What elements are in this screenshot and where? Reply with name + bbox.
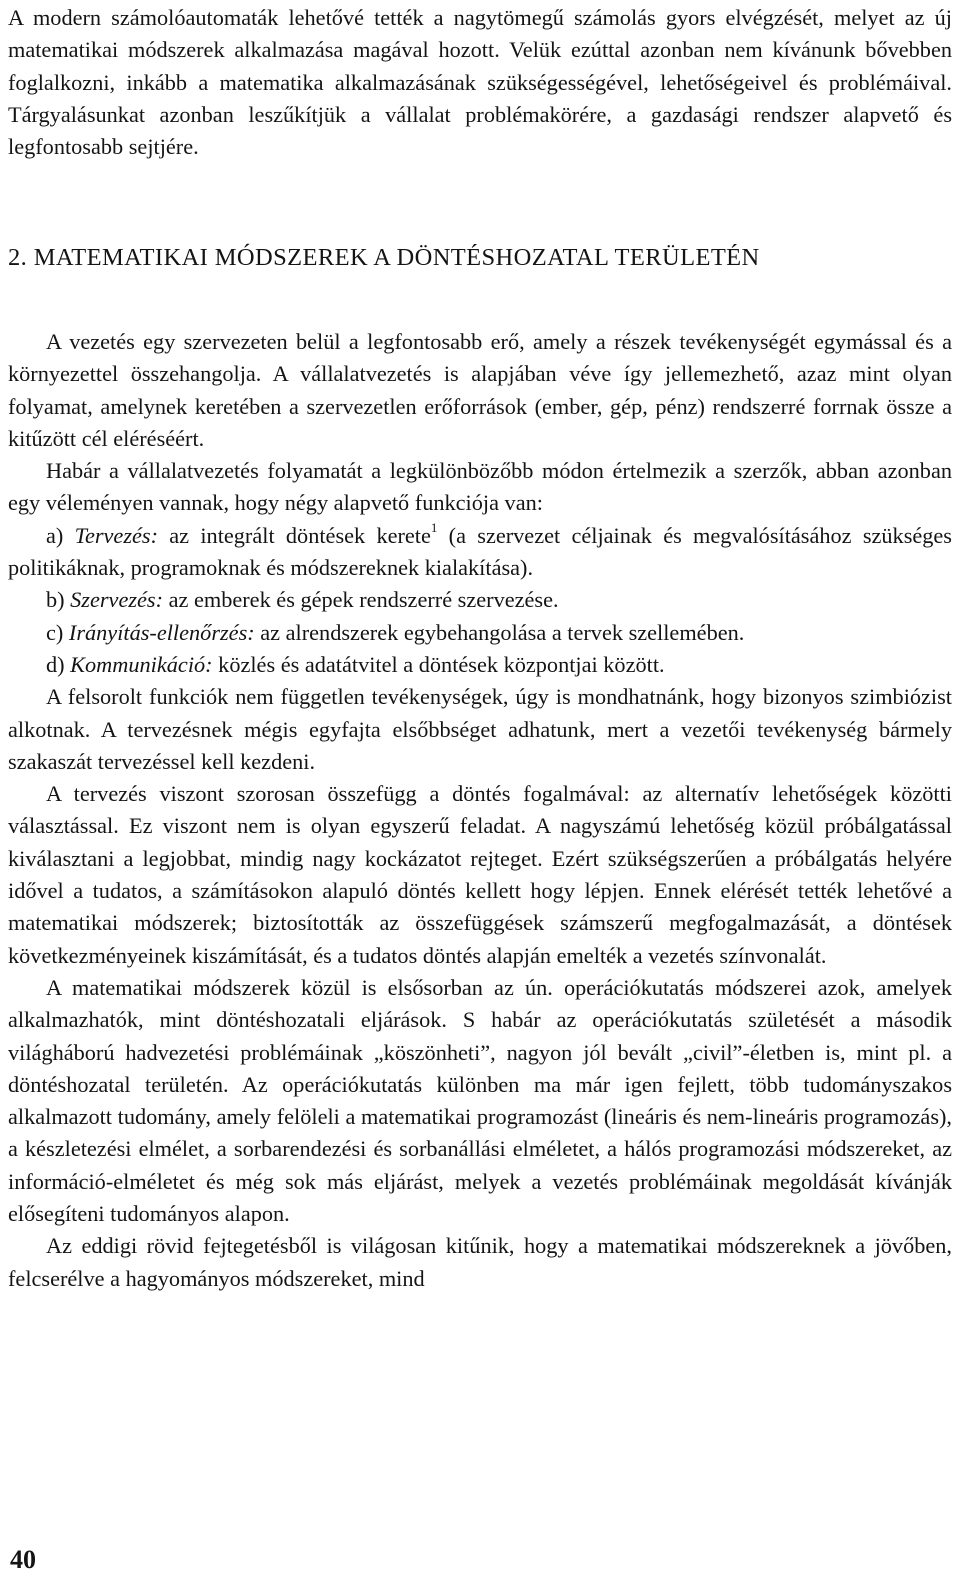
item-marker: c)	[46, 619, 64, 645]
item-text: az alrendszerek egybehangolása a tervek szellemében.	[254, 619, 745, 645]
paragraph-symbiosis: A felsorolt funkciók nem független tevékenységek, úgy is mondhatnánk, hogy bizonyos szimbiózist alkotnak. A tervezésnek mégis egyfajta elsőbbséget adhatunk, mert a vezetői tevékenység bármely szakaszát tervezéssel kell kezdeni.	[8, 684, 952, 774]
item-term: Kommunikáció:	[70, 651, 213, 677]
item-text-continued: (a szervezet céljainak és megvalósításához szükséges politikáknak, programoknak és módszereknek kialakítása).	[8, 522, 952, 581]
function-item-planning	[8, 520, 952, 585]
intro-paragraph: A modern számolóautomaták lehetővé tették a nagytömegű számolás gyors elvégzését, melyet az új matematikai módszerek alkalmazása magával hozott. Velük ezúttal azonban nem kívánunk bővebben foglalkozni, inkább a matematika alkalmazásának szükségességével, lehetőségeivel és problémáival. Tárgyalásunkat azonban leszűkítjük a vállalat problémakörére, a gazdasági rendszer alapvető és legfontosabb sejtjére.	[8, 5, 952, 160]
item-term: Szervezés:	[70, 587, 164, 613]
item-marker: b)	[46, 587, 65, 613]
function-item-control	[8, 617, 952, 649]
function-item-communication	[8, 649, 952, 681]
section-body	[8, 326, 952, 1295]
footnote-marker: 1	[430, 520, 438, 536]
section-heading: 2. MATEMATIKAI MÓDSZEREK A DÖNTÉSHOZATAL TERÜLETÉN	[8, 244, 760, 271]
item-marker: a)	[46, 522, 64, 548]
function-list	[8, 520, 952, 681]
item-text: közlés és adatátvitel a döntések központjai között.	[212, 651, 665, 677]
item-text: az emberek és gépek rendszerré szervezése.	[163, 587, 559, 613]
paragraph-decision: A tervezés viszont szorosan összefügg a döntés fogalmával: az alternatív lehetőségek közötti választással. Ez viszont nem is olyan egyszerű feladat. A nagyszámú lehetőség közül próbálgatással kiválasztani a legjobbat, mindig nagy kockázatot rejteget. Ezért szükségszerűen a próbálgatás helyére idővel a tudatos, a számításokon alapuló döntés kellett hogy lépjen. Ennek elérését tették lehetővé a matematikai módszerek; biztosították az összefüggések számszerű megfogalmazását, a döntések következményeinek kiszámítását, és a tudatos döntés alapján emelték a vezetés színvonalát.	[8, 781, 952, 968]
paragraph-leadership: A vezetés egy szervezeten belül a legfontosabb erő, amely a részek tevékenységét egymással és a környezettel összehangolja. A vállalatvezetés is alapjában véve így jellemezhető, azaz mint olyan folyamat, amelynek keretében a szervezetlen erőforrások (ember, gép, pénz) rendszerré forrnak össze a kitűzött cél eléréséért.	[8, 329, 952, 451]
page-number: 40	[10, 1545, 36, 1574]
paragraph-functions-intro: Habár a vállalatvezetés folyamatát a legkülönbözőbb módon értelmezik a szerzők, abban azonban egy véleményen vannak, hogy négy alapvető funkciója van:	[8, 458, 952, 516]
item-term: Irányítás-ellenőrzés:	[68, 619, 255, 645]
item-marker: d)	[46, 651, 65, 677]
item-text: az integrált döntések kerete	[158, 522, 431, 548]
item-term: Tervezés:	[74, 522, 159, 548]
function-item-organizing	[8, 584, 952, 616]
paragraph-conclusion: Az eddigi rövid fejtegetésből is világosan kitűnik, hogy a matematikai módszereknek a jövőben, felcserélve a hagyományos módszereket, mind	[8, 1233, 952, 1291]
paragraph-operations-research: A matematikai módszerek közül is elsősorban az ún. operációkutatás módszerei azok, amelyek alkalmazhatók, mint döntéshozatali eljárások. S habár az operációkutatás születését a második világháború hadvezetési problémáinak „köszönheti”, nagyon jól bevált „civil”-életben is, mint pl. a döntéshozatal területén. Az operációkutatás különben ma már igen fejlett, több tudományszakos alkalmazott tudomány, amely felöleli a matematikai programozást (lineáris és nem-lineáris programozás), a készletezési elmélet, a sorbarendezési és sorbanállási elméletet, a hálós programozási módszereket, az információ-elméletet és még sok más eljárást, melyek a vezetés problémáinak megoldását kívánják elősegíteni tudományos alapon.	[8, 974, 952, 1227]
